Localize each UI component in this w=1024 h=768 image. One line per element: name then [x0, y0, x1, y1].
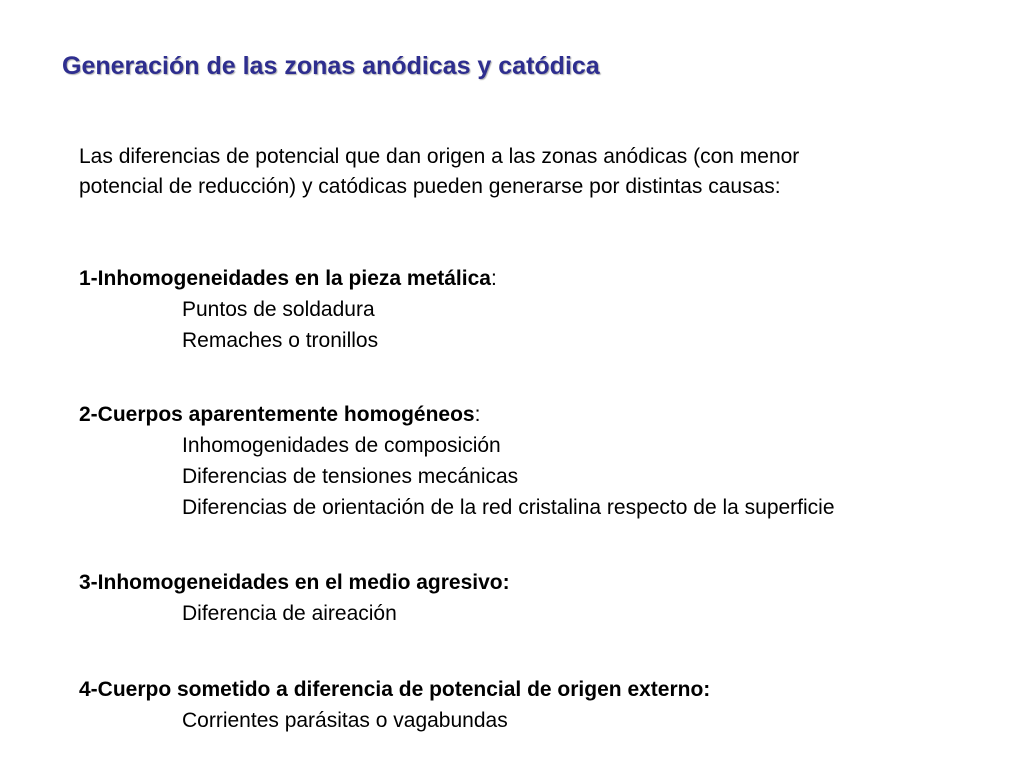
cause-section-1: [79, 263, 497, 356]
slide-title: Generación de las zonas anódicas y catódica: [62, 52, 600, 80]
cause-2-item-2: Diferencias de tensiones mecánicas: [182, 465, 519, 488]
cause-section-3: [79, 567, 510, 629]
cause-heading-2-colon: :: [474, 403, 481, 426]
cause-heading-1-text: 1-Inhomogeneidades en la pieza metálica: [79, 267, 491, 290]
cause-4-item-1: Corrientes parásitas o vagabundas: [182, 709, 508, 732]
intro-line-1: Las diferencias de potencial que dan origen a las zonas anódicas (con menor: [79, 145, 800, 168]
cause-heading-3-text: 3-Inhomogeneidades en el medio agresivo:: [79, 571, 510, 594]
cause-heading-4: [79, 674, 710, 705]
cause-section-4: [79, 674, 710, 736]
cause-2-item-3: Diferencias de orientación de la red cristalina respecto de la superficie: [182, 496, 835, 519]
cause-1-item-2: Remaches o tronillos: [182, 329, 379, 352]
cause-heading-4-text: 4-Cuerpo sometido a diferencia de potencial de origen externo:: [79, 678, 711, 701]
cause-heading-3: [79, 567, 510, 598]
cause-heading-2: [79, 399, 835, 430]
intro-paragraph: [79, 142, 979, 202]
intro-line-2: potencial de reducción) y catódicas pueden generarse por distintas causas:: [79, 175, 781, 198]
cause-2-item-1: Inhomogenidades de composición: [182, 434, 501, 457]
cause-heading-1: [79, 263, 497, 294]
cause-1-item-1: Puntos de soldadura: [182, 298, 375, 321]
cause-section-2: [79, 399, 835, 523]
cause-heading-1-colon: :: [490, 267, 497, 290]
cause-3-item-1: Diferencia de aireación: [182, 602, 397, 625]
cause-heading-2-text: 2-Cuerpos aparentemente homogéneos: [79, 403, 475, 426]
